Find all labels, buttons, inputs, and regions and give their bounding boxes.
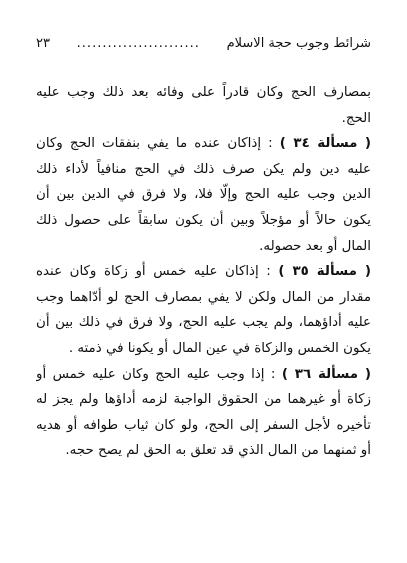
issue-label: ( مسألة ٣٦ ) xyxy=(281,366,371,382)
issue-label: ( مسألة ٣٤ ) xyxy=(279,136,371,152)
issue-heading-line: ( مسألة ٣٤ ) : إذاكان عنده ما يفي بنفقات الحج وكان xyxy=(36,136,371,152)
issue-heading-line: ( مسألة ٣٥ ) : إذاكان عليه خمس أو زكاة وكان عنده xyxy=(36,264,371,280)
text-line: أو ثمنهما من المال الذي قد تعلق به الحق لم يصح حجه. xyxy=(65,443,371,459)
text-line: الدين وجب عليه الحج وإلّا فلا، ولا فرق في الدين بين أن xyxy=(36,187,371,203)
text-line: تأخيره لأجل السفر إلى الحج، ولو كان ثياب طوافه أو هديه xyxy=(36,417,371,433)
text-line: يكون حالاً أو مؤجلاً وبين أن يكون سابقاً على حصول ذلك xyxy=(36,212,371,228)
issue-heading-line: ( مسألة ٣٦ ) : إذا وجب عليه الحج وكان عليه خمس أو xyxy=(36,366,371,382)
text-line: يكون الخمس والزكاة في عين المال أو يكونا في ذمته . xyxy=(68,340,371,356)
text-line: الحج. xyxy=(341,110,371,126)
header-title: شرائط وجوب حجة الاسلام xyxy=(226,36,371,51)
running-header xyxy=(36,36,371,58)
header-leader-dots: ........................ xyxy=(76,36,200,51)
text-line: زكاة أو غيرهما من الحقوق الواجبة لزمه أداؤها ولم يجز له xyxy=(36,392,371,408)
body-text xyxy=(36,80,371,464)
text-line: المال أو بعد حصوله. xyxy=(259,238,371,254)
page-number: ٢٣ xyxy=(36,36,50,51)
text-line: بمصارف الحج وكان قادراً على وفائه بعد ذلك وجب عليه xyxy=(36,85,371,100)
text-line: عليه دين ولم يكن صرف ذلك في الحج منافياً لأداء ذلك xyxy=(36,161,371,177)
text-line: عليه أداؤهما، ولم يجب عليه الحج، ولا فرق في ذلك بين أن xyxy=(36,315,371,331)
issue-label: ( مسألة ٣٥ ) xyxy=(278,264,371,280)
text-line: مقدار من المال ولكن لا يفي بمصارف الحج لو أدّاهما وجب xyxy=(36,289,371,305)
